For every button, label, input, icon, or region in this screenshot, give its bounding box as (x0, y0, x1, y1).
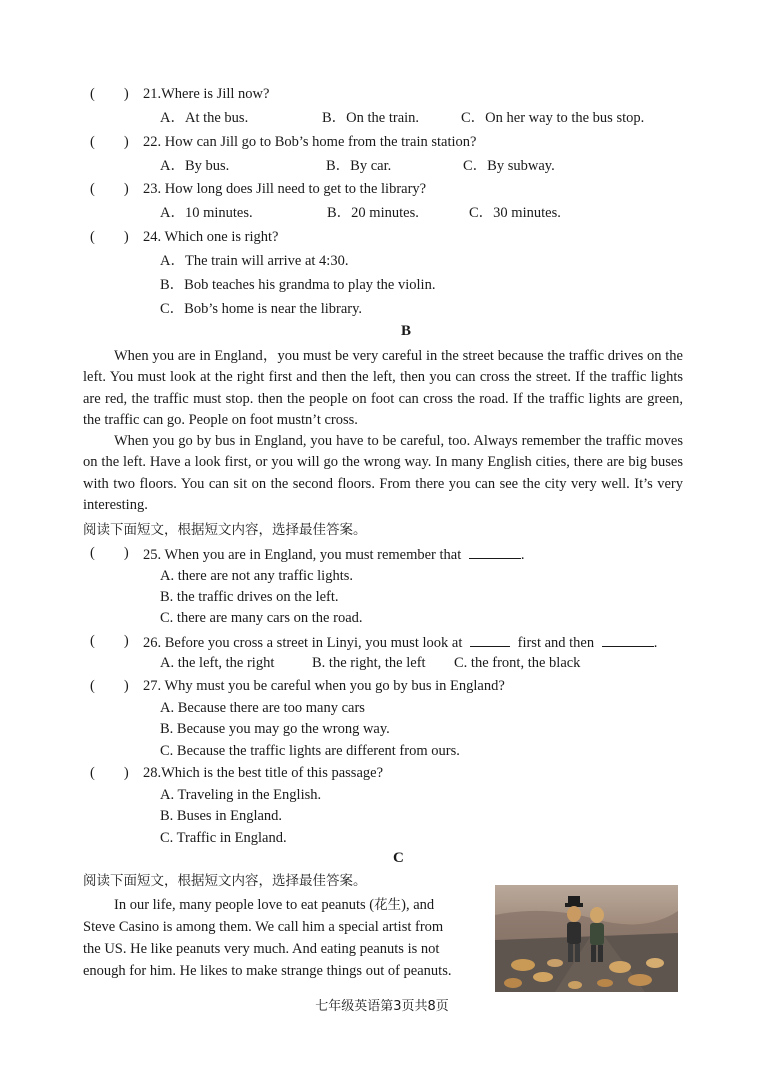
question-26-mid: first and then (517, 635, 595, 651)
question-27-stem: 27. Why must you be careful when you go by bus in England? (143, 678, 505, 694)
option-c: C．On her way to the bus stop. (461, 110, 645, 126)
answer-bracket: ( ) (90, 134, 129, 150)
passage-c-line-1 (114, 896, 434, 914)
option-c: C. Because the traffic lights are different from ours. (160, 743, 460, 759)
option-b: B．Bob teaches his grandma to play the violin. (160, 277, 436, 293)
page-footer: 七年级英语第3页共8页 (315, 999, 449, 1014)
question-21-stem: 21.Where is Jill now? (143, 86, 270, 102)
peanut-art-photo (495, 885, 678, 992)
option-a: A. the left, the right (160, 655, 275, 671)
option-b: B．By car. (326, 158, 392, 174)
option-b: B. the right, the left (312, 655, 426, 671)
passage-b (83, 346, 683, 516)
option-c: C. there are many cars on the road. (160, 610, 363, 626)
answer-bracket: ( ) (90, 86, 129, 102)
option-a: A．The train will arrive at 4:30. (160, 253, 349, 269)
passage-c-line-1b: ), and (401, 897, 435, 913)
question-22-stem: 22. How can Jill go to Bob’s home from the train station? (143, 134, 477, 150)
answer-bracket: ( ) (90, 229, 129, 245)
question-24-stem: 24. Which one is right? (143, 229, 279, 245)
passage-b-paragraph-1: When you are in England，you must be very careful in the street because the traffic drives on the left. You must look at the right first and then the left, then you can cross the street. If the traffic lights are red, the traffic must stop. then the people on foot can cross the road. If the traffic lights are green, the traffic can go. People on foot mustn’t cross. (83, 348, 683, 428)
peanuts-chinese: 花生 (374, 897, 402, 913)
question-25-stem (143, 544, 525, 564)
answer-bracket: ( ) (90, 181, 129, 197)
passage-b-paragraph-2: When you go by bus in England, you have to be careful, too. Always remember the traffic moves on the left. Have a look first, or you will go the wrong way. In many English cities, there are big buses with two floors. You can sit on the second floors. From there you can see the city very well. It’s very interesting. (83, 433, 683, 514)
option-c: C. Traffic in England. (160, 830, 287, 846)
section-c-heading: C (393, 850, 404, 866)
answer-blank (469, 544, 521, 559)
option-a: A．By bus. (160, 158, 230, 174)
option-a: A. there are not any traffic lights. (160, 568, 353, 584)
option-b: B．20 minutes. (327, 205, 419, 221)
question-26-stem (143, 632, 657, 652)
option-b: B. Buses in England. (160, 808, 283, 824)
passage-c-line-4: enough for him. He likes to make strange things out of peanuts. (83, 963, 452, 979)
option-a: A．10 minutes. (160, 205, 253, 221)
period: . (653, 635, 658, 651)
option-c: C．Bob’s home is near the library. (160, 301, 363, 317)
option-a: A. Traveling in the English. (160, 787, 322, 803)
question-25-text: 25. When you are in England, you must remember that (143, 547, 462, 563)
question-26-text: 26. Before you cross a street in Linyi, you must look at (143, 635, 463, 651)
passage-c-line-2: Steve Casino is among them. We call him a special artist from (83, 919, 444, 935)
option-b: B. the traffic drives on the left. (160, 589, 339, 605)
passage-c-line-3: the US. He like peanuts very much. And eating peanuts is not (83, 941, 440, 957)
option-c: C．30 minutes. (469, 205, 561, 221)
answer-bracket: ( ) (90, 678, 129, 694)
option-a: A. Because there are too many cars (160, 700, 365, 716)
option-c: C. the front, the black (454, 655, 581, 671)
answer-blank (602, 632, 654, 647)
option-b: B. Because you may go the wrong way. (160, 721, 390, 737)
answer-bracket: ( ) (90, 545, 129, 561)
answer-bracket: ( ) (90, 633, 129, 649)
option-b: B．On the train. (322, 110, 420, 126)
passage-c-line-1a: In our life, many people love to eat peanuts ( (114, 897, 375, 913)
option-c: C．By subway. (463, 158, 555, 174)
answer-bracket: ( ) (90, 765, 129, 781)
period: . (520, 547, 525, 563)
instruction-c: 阅读下面短文，根据短文内容，选择最佳答案。 (83, 873, 367, 889)
option-a: A．At the bus. (160, 110, 249, 126)
section-b-heading: B (401, 323, 412, 339)
instruction-b: 阅读下面短文，根据短文内容，选择最佳答案。 (83, 522, 367, 538)
answer-blank (470, 632, 510, 647)
question-28-stem: 28.Which is the best title of this passage? (143, 765, 384, 781)
question-23-stem: 23. How long does Jill need to get to the library? (143, 181, 427, 197)
